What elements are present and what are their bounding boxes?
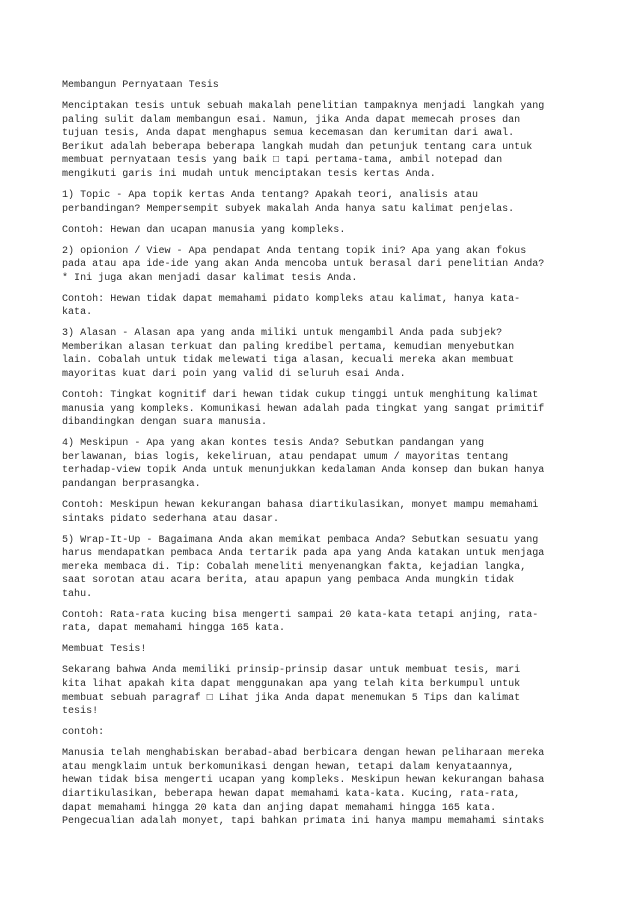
section-heading-make-thesis: Membuat Tesis! — [62, 644, 147, 656]
paragraph-now-that: Sekarang bahwa Anda memiliki prinsip-prinsip dasar untuk membuat tesis, mari kita lihat apakah kita dapat menggunakan apa yang telah kita berkumpul untuk membuat sebuah paragraf □ Lihat jika Anda dapat menemukan 5 Tips dan kalimat tesis! — [62, 665, 521, 718]
paragraph-example-text: Manusia telah menghabiskan berabad-abad berbicara dengan hewan peliharaan mereka atau mengklaim untuk berkomunikasi dengan hewan, tetapi dalam kenyataannya, hewan tidak bisa mengerti ucapan yang kompleks. Meskipun hewan kekurangan bahasa diartikulasikan, beberapa hewan dapat memahami kata-kata. Kucing, rata-rata, dapat memahami hingga 20 kata dan anjing dapat memahami hingga 165 kata. Pengecualian adalah monyet, tapi bahkan primata ini hanya mampu memahami sintaks — [62, 748, 545, 828]
document-page — [62, 79, 582, 829]
paragraph-although: 4) Meskipun - Apa yang akan kontes tesis Anda? Sebutkan pandangan yang berlawanan, bias logis, kekeliruan, atau pendapat umum / mayoritas tentang terhadap-view topik Anda untuk menunjukkan kedalaman Anda konsep dan bukan hanya pandangan berprasangka. — [62, 438, 545, 490]
paragraph-opinion-example: Contoh: Hewan tidak dapat memahami pidato kompleks atau kalimat, hanya kata- kata. — [62, 293, 521, 319]
paragraph-wrap-it-up-example: Contoh: Rata-rata kucing bisa mengerti sampai 20 kata-kata tetapi anjing, rata- rata, dapat memahami hingga 165 kata. — [62, 609, 539, 635]
paragraph-intro: Menciptakan tesis untuk sebuah makalah penelitian tampaknya menjadi langkah yang paling sulit dalam membangun esai. Namun, jika Anda dapat memecah proses dan tujuan tesis, Anda dapat menghapus semua kecemasan dan kerumitan dari awal. Berikut adalah beberapa beberapa langkah mudah dan petunjuk tentang cara untuk membuat pernyataan tesis yang baik □ tapi pertama-tama, ambil notepad dan mengikuti garis ini mudah untuk menciptakan tesis kertas Anda. — [62, 100, 545, 180]
paragraph-reasons-example: Contoh: Tingkat kognitif dari hewan tidak cukup tinggi untuk menghitung kalimat manusia yang kompleks. Komunikasi hewan adalah pada tingkat yang sangat primitif dibandingkan dengan suara manusia. — [62, 390, 545, 429]
document-title: Membangun Pernyataan Tesis — [62, 80, 219, 91]
paragraph-wrap-it-up: 5) Wrap-It-Up - Bagaimana Anda akan memikat pembaca Anda? Sebutkan sesuatu yang harus mendapatkan pembaca Anda tertarik pada apa yang Anda katakan untuk menjaga mereka membaca di. Tip: Cobalah meneliti menyenangkan fakta, kejadian langka, saat sorotan atau acara berita, atau apapun yang pembaca Anda mungkin tidak tahu. — [62, 534, 545, 600]
paragraph-although-example: Contoh: Meskipun hewan kekurangan bahasa diartikulasikan, monyet mampu memahami sintaks pidato sederhana atau dasar. — [62, 499, 539, 525]
paragraph-topic: 1) Topic - Apa topik kertas Anda tentang? Apakah teori, analisis atau perbandingan? Mempersempit subyek makalah Anda hanya satu kalimat penjelas. — [62, 189, 515, 215]
paragraph-example-label: contoh: — [62, 727, 105, 739]
paragraph-topic-example: Contoh: Hewan dan ucapan manusia yang kompleks. — [62, 224, 346, 236]
paragraph-opinion: 2) opionion / View - Apa pendapat Anda tentang topik ini? Apa yang akan fokus pada atau apa ide-ide yang akan Anda mencoba untuk berasal dari penelitian Anda? * Ini juga akan menjadi dasar kalimat tesis Anda. — [62, 245, 545, 284]
paragraph-reasons: 3) Alasan - Alasan apa yang anda miliki untuk mengambil Anda pada subjek? Memberikan alasan terkuat dan paling kredibel pertama, kemudian menyebutkan lain. Cobalah untuk tidak melewati tiga alasan, kecuali mereka akan membuat mayoritas kuat dari poin yang valid di seluruh esai Anda. — [62, 328, 515, 381]
